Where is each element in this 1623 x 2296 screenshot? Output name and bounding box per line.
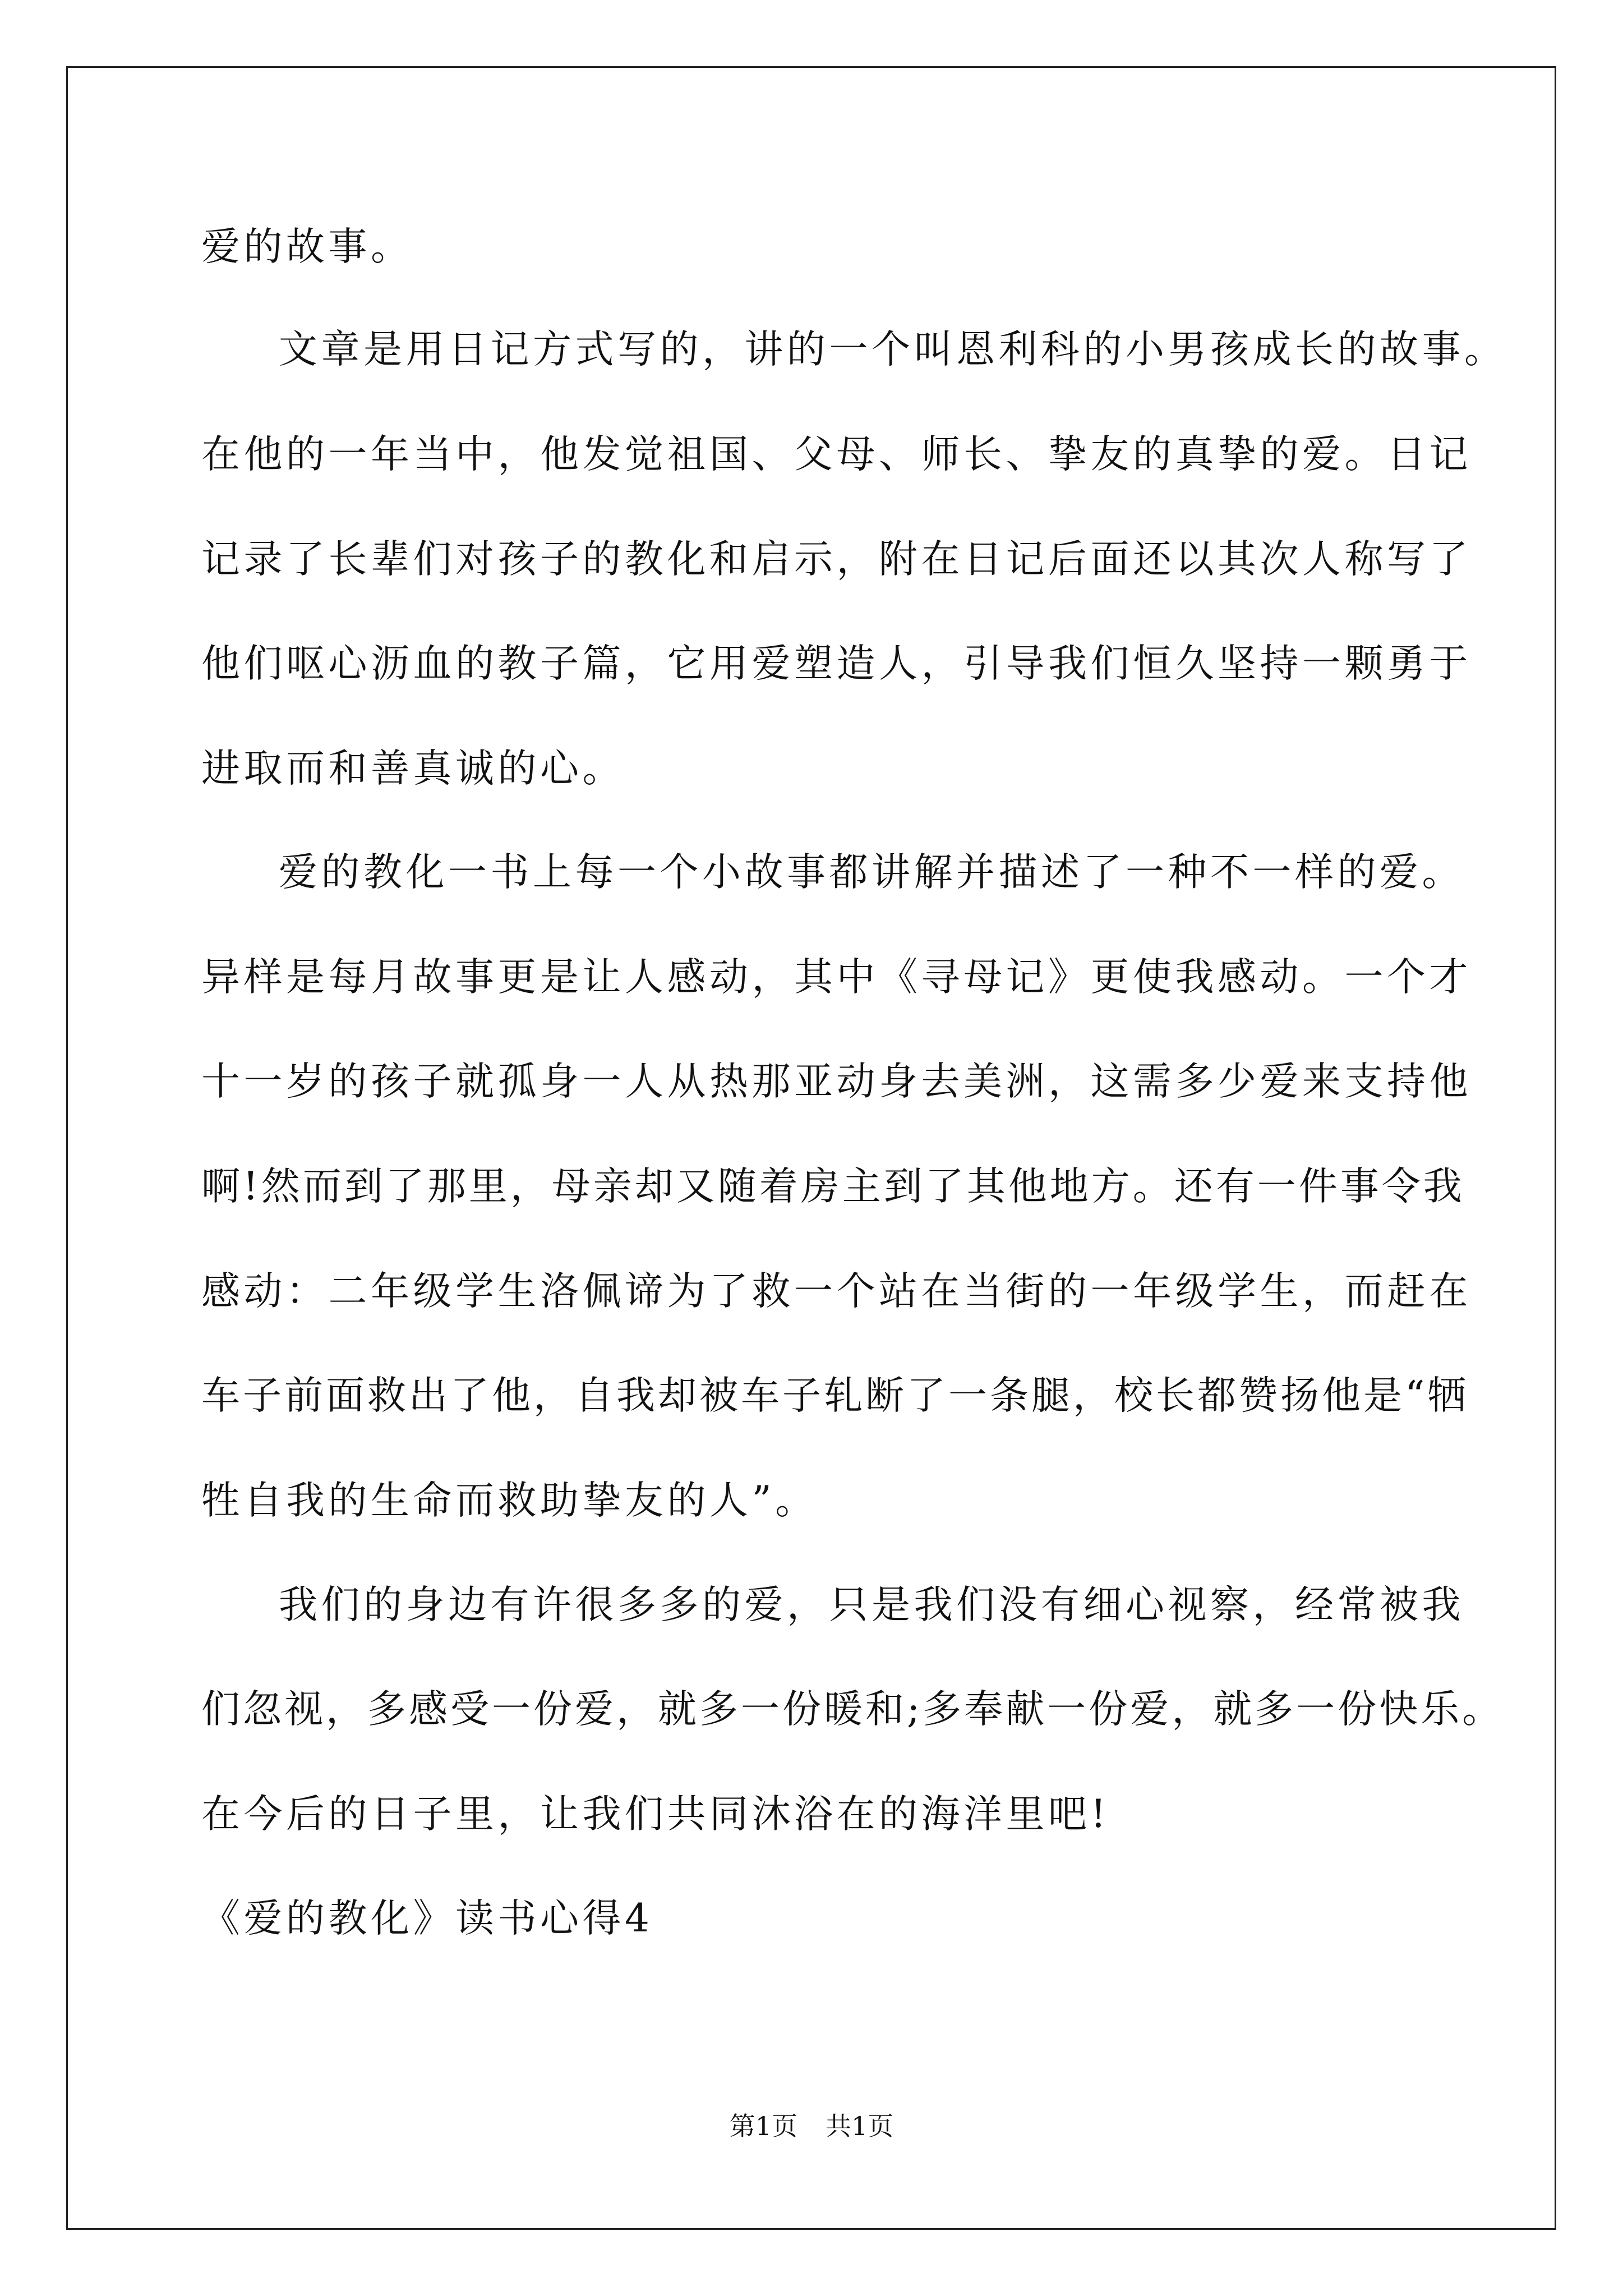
paragraph-line: 车子前面救出了他，自我却被车子轧断了一条腿，校长都赞扬他是“牺 [201,1373,1469,1418]
page-footer [0,2109,1623,2143]
paragraph-line: 爱的故事。 [201,224,413,269]
paragraph-line: 异样是每月故事更是让人感动，其中《寻母记》更使我感动。一个才 [201,955,1472,1000]
paragraph-line: 记录了长辈们对孩子的教化和启示，附在日记后面还以其次人称写了 [201,537,1472,582]
paragraph-line: 十一岁的孩子就孤身一人从热那亚动身去美洲，这需多少爱来支持他 [201,1059,1472,1104]
paragraph-line: 进取而和善真诚的心。 [201,746,625,791]
page-number-total: 共1页 [826,2111,894,2141]
paragraph-line: 在他的一年当中，他发觉祖国、父母、师长、挚友的真挚的爱。日记 [201,432,1472,477]
paragraph-line: 我们的身边有许很多多的爱，只是我们没有细心视察，经常被我 [279,1582,1464,1627]
paragraph-line: 文章是用日记方式写的，讲的一个叫恩利科的小男孩成长的故事。 [279,327,1507,372]
paragraph-line: 在今后的日子里，让我们共同沐浴在的海洋里吧! [201,1792,1110,1837]
paragraph-line: 爱的教化一书上每一个小故事都讲解并描述了一种不一样的爱。 [279,850,1464,895]
paragraph-line: 他们呕心沥血的教子篇，它用爱塑造人，引导我们恒久坚持一颗勇于 [201,641,1472,686]
paragraph-line: 啊!然而到了那里，母亲却又随着房主到了其他地方。还有一件事令我 [201,1164,1465,1209]
paragraph-line: 感动：二年级学生洛佩谛为了救一个站在当街的一年级学生，而赶在 [201,1269,1472,1314]
page-number-current: 第1页 [729,2111,797,2141]
paragraph-line: 牲自我的生命而救助挚友的人”。 [201,1478,818,1523]
paragraph-line: 们忽视，多感受一份爱，就多一份暖和;多奉献一份爱，就多一份快乐。 [201,1687,1504,1732]
section-heading: 《爱的教化》读书心得4 [201,1896,653,1941]
